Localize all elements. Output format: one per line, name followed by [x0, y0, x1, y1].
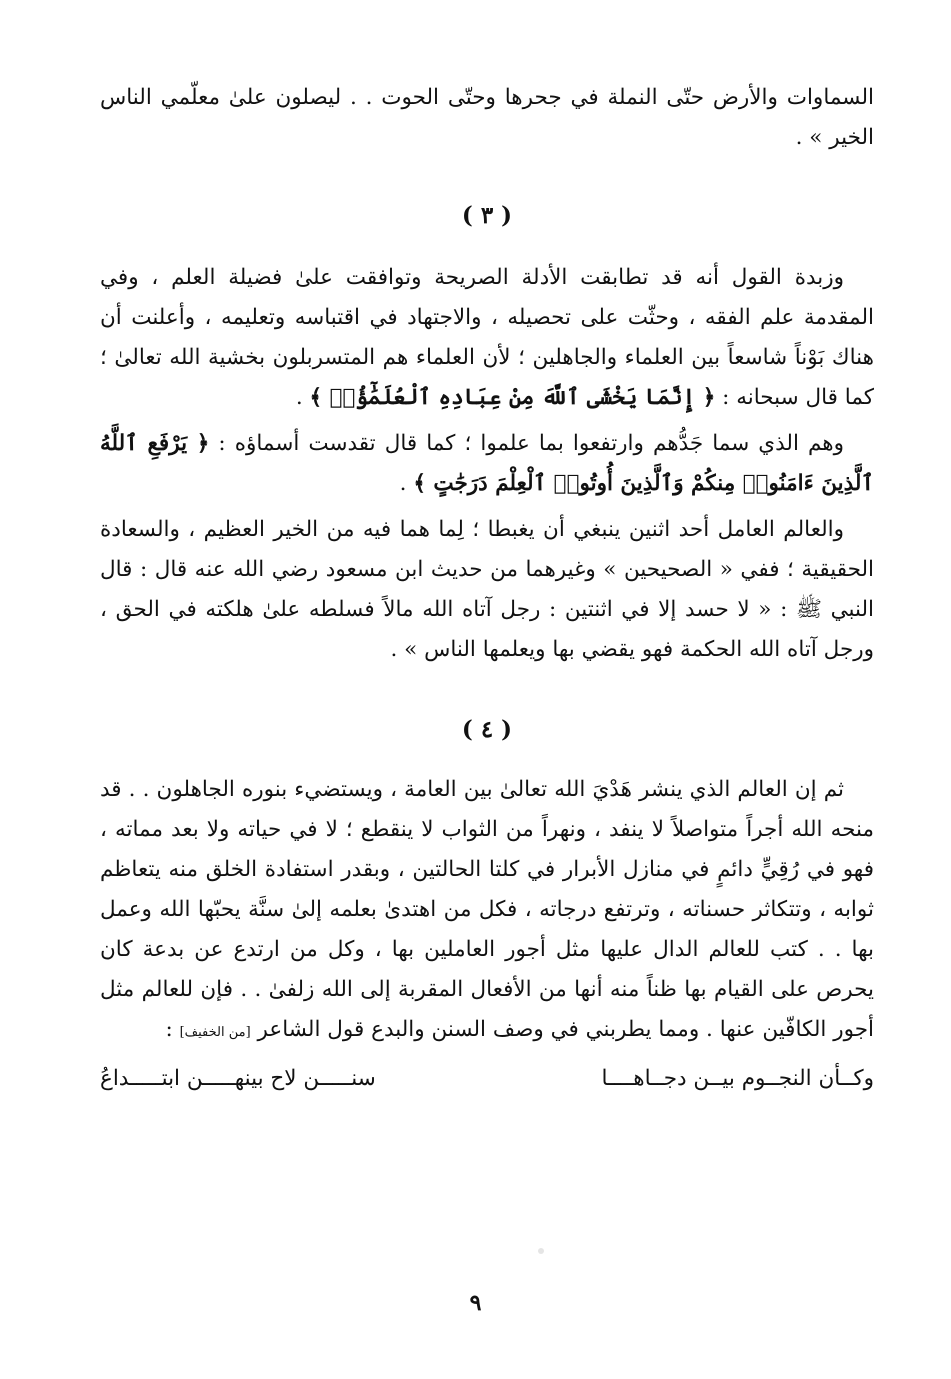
- intro-paragraph: السماوات والأرض حتّى النملة في جحرها وحتّى الحوت . . ليصلون علىٰ معلّمي الناس الخير » .: [100, 85, 874, 150]
- page-content: [100, 78, 874, 1099]
- quran-verse: ﴿ يَرْفَعِ ٱللَّهُ ٱلَّذِينَ ءَامَنُوا۟ مِنكُمْ وَٱلَّذِينَ أُوتُوا۟ ٱلْعِلْمَ دَرَجَٰتٍ ﴾: [100, 431, 874, 496]
- paragraph-text: ثم إن العالم الذي ينشر هَدْيَ الله تعالىٰ بين العامة ، ويستضيء بنوره الجاهلون . . قد منحه الله أجراً متواصلاً لا ينفد ، ونهراً من الثواب لا ينقطع ؛ لا في حياته ولا بعد مماته ، فهو في رُقِيٍّ دائمٍ في منازل الأبرار في كلتا الحالتين ، وبقدر استفادة الخلق منه يتعاظم ثوابه ، وتتكاثر حسناته ، وترتفع درجاته ، فكل من اهتدىٰ بعلمه إلىٰ سنَّة يحبّها الله وعمل بها . . كتب للعالم الدال عليها مثل أجور العاملين بها ، وكل من ارتدع عن بدعة كان يحرص على القيام بها ظناً منه أنها من الأفعال المقربة إلى الله زلفىٰ . . فإن للعالم مثل أجور الكافّين عنها . ومما يطربني في وصف السنن والبدع قول الشاعر: [100, 777, 874, 1042]
- section-number-3: ( ٣ ): [461, 202, 513, 229]
- poetry-verse: [100, 1059, 874, 1099]
- section3-paragraph-3: والعالم العامل أحد اثنين ينبغي أن يغبطا ؛ لِما هما فيه من الخير العظيم ، والسعادة الحقيقية ؛ ففي « الصحيحين » وغيرهما من حديث ابن مسعود رضي الله عنه قال : قال النبي ﷺ : « لا حسد إلا في اثنتين : رجل آتاه الله مالاً فسلطه علىٰ هلكته في الحق ، ورجل آتاه الله الحكمة فهو يقضي بها ويعلمها الناس » .: [100, 517, 874, 662]
- section4-paragraph-1: [100, 770, 874, 1053]
- verse-first-hemistich: وكــأن النجــوم بيــن دجــاهــــا: [601, 1066, 874, 1091]
- meter-tag: [من الخفيف]: [179, 1025, 251, 1040]
- scan-mark: [538, 1248, 544, 1254]
- paragraph-end: .: [295, 385, 310, 410]
- quran-verse: ﴿ إِنَّمَا يَخْشَى ٱللَّهَ مِنْ عِبَادِهِ ٱلْعُلَمَٰٓؤُا۟ ﴾: [309, 385, 716, 410]
- paragraph-text: وزبدة القول أنه قد تطابقت الأدلة الصريحة وتوافقت علىٰ فضيلة العلم ، وفي المقدمة علم الفقه ، وحثّت على تحصيله ، والاجتهاد في اقتباسه وتعليمه ، وأعلنت أن هناك بَوْناً شاسعاً بين العلماء والجاهلين ؛ لأن العلماء هم المتسربلون بخشية الله تعالىٰ ؛ كما قال سبحانه :: [100, 265, 874, 410]
- colon: :: [165, 1017, 180, 1042]
- paragraph-end: .: [399, 471, 414, 496]
- section3-paragraph-1: [100, 258, 874, 418]
- section3-paragraph-2: [100, 424, 874, 504]
- paragraph-text: وهم الذي سما جَدُّهم وارتفعوا بما علموا ؛ كما قال تقدست أسماؤه :: [218, 431, 844, 456]
- page-number: ٩: [469, 1290, 482, 1316]
- section-number-4: ( ٤ ): [461, 716, 513, 743]
- verse-second-hemistich: سنـــــن لاح بينهـــــن ابتـــــداعُ: [100, 1066, 376, 1091]
